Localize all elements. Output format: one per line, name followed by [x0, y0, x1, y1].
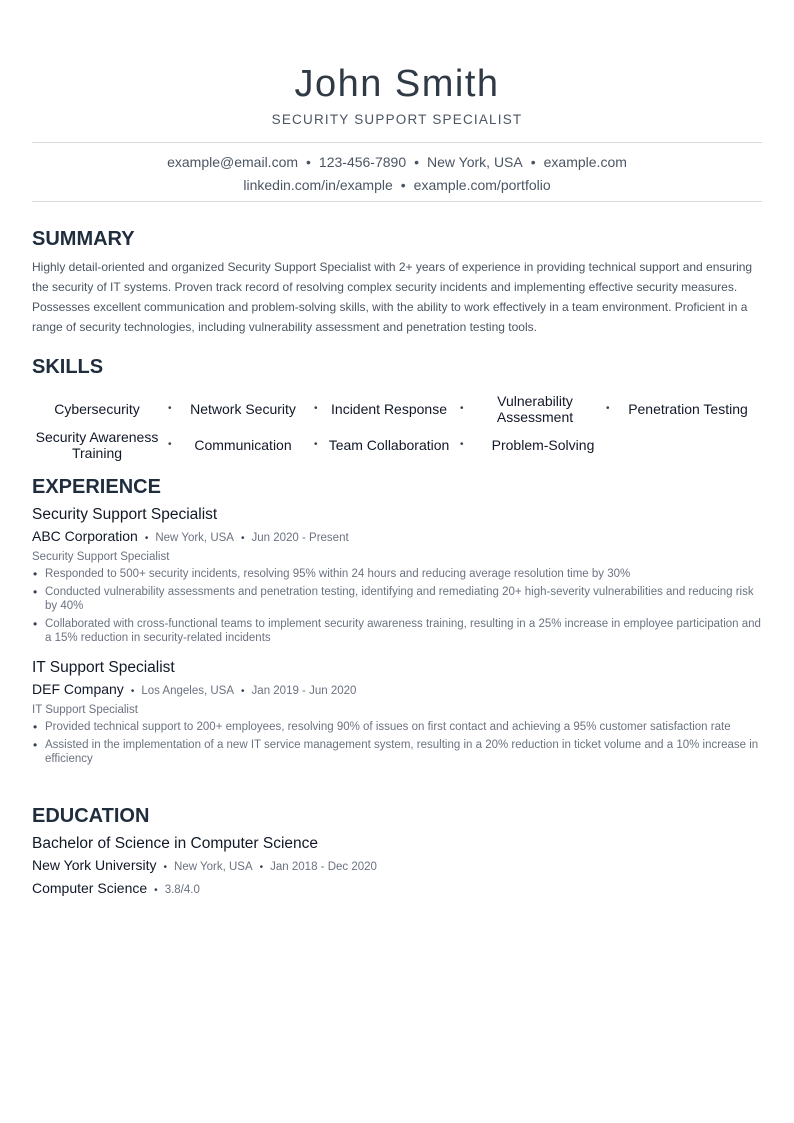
job-entry [32, 658, 762, 766]
contact-separator: • [306, 154, 311, 170]
contact-email[interactable]: example@email.com [167, 154, 299, 170]
meta-separator: • [259, 862, 264, 873]
header-divider-top [32, 142, 762, 143]
skills-grid [32, 387, 762, 459]
skill-separator: • [168, 439, 172, 450]
job-bullet: • Responded to 500+ security incidents, resolving 95% within 24 hours and reducing average resolution time by 30% [32, 567, 762, 581]
job-role: Security Support Specialist [32, 551, 170, 563]
job-company: DEF Company [32, 681, 124, 697]
skill-separator: • [606, 403, 610, 414]
resume-header [32, 60, 762, 127]
job-role: IT Support Specialist [32, 704, 138, 716]
summary-heading: SUMMARY [32, 228, 135, 250]
education-location: New York, USA [174, 861, 253, 873]
skill-item: Network Security [190, 401, 296, 417]
contact-location: New York, USA [427, 154, 523, 170]
skills-heading: SKILLS [32, 356, 104, 378]
contact-separator: • [400, 177, 406, 193]
experience-heading: EXPERIENCE [32, 476, 161, 498]
skill-item: Vulnerability Assessment [496, 393, 574, 425]
skill-item: Team Collaboration [328, 437, 450, 453]
education-gpa: 3.8/4.0 [164, 884, 200, 896]
contact-linkedin[interactable]: linkedin.com/in/example [243, 177, 393, 193]
experience-section [32, 475, 762, 770]
job-company: ABC Corporation [32, 528, 138, 544]
contact-line-1 [32, 151, 762, 174]
job-bullet: • Provided technical support to 200+ employees, resolving 90% of issues on first contact and achieving a 95% customer satisfaction rate [32, 720, 762, 734]
job-dates: Jan 2019 - Jun 2020 [251, 685, 357, 697]
education-degree: Bachelor of Science in Computer Science [32, 835, 319, 852]
education-heading: EDUCATION [32, 805, 150, 827]
meta-separator: • [240, 533, 245, 544]
contact-info [32, 151, 762, 197]
header-divider-bottom [32, 201, 762, 202]
contact-separator: • [414, 154, 420, 170]
skill-item: Incident Response [331, 401, 447, 417]
job-bullet: • Collaborated with cross-functional teams to implement security awareness training, resulting in a 25% increase in employee participation and a 15% reduction in security-related incidents [32, 617, 762, 645]
candidate-title: SECURITY SUPPORT SPECIALIST [271, 112, 523, 127]
skill-separator: • [168, 403, 172, 414]
skill-item: Cybersecurity [54, 401, 140, 417]
education-meta [32, 856, 762, 877]
skill-item: Security Awareness Training [35, 429, 159, 461]
skill-separator: • [314, 403, 318, 414]
meta-separator: • [241, 686, 245, 697]
education-field: Computer Science [32, 880, 148, 896]
job-bullet: • Conducted vulnerability assessments and penetration testing, identifying and remediating 20+ high-severity vulnerabilities and reducing risk by 40% [32, 585, 762, 613]
job-title: IT Support Specialist [32, 659, 175, 676]
skills-section [32, 355, 762, 459]
job-entry [32, 505, 762, 645]
job-meta [32, 527, 762, 548]
skill-separator: • [460, 403, 464, 414]
meta-separator: • [163, 862, 168, 873]
summary-text: Highly detail-oriented and organized Security Support Specialist with 2+ years of experience in providing technical support and ensuring the security of IT systems. Proven track record of resolving complex security incidents and implementing effective security measures. Possesses excellent communication and problem-solving skills, with the ability to work effectively in a team environment. Proficient in a range of security technologies, including vulnerability assessment and penetration testing tools. [32, 260, 753, 334]
job-title: Security Support Specialist [32, 506, 218, 523]
job-location: New York, USA [155, 532, 234, 544]
skill-item: Penetration Testing [628, 401, 748, 417]
skill-separator: • [314, 439, 318, 450]
education-field-line [32, 879, 762, 900]
job-meta [32, 680, 762, 701]
contact-phone[interactable]: 123-456-7890 [318, 154, 407, 170]
meta-separator: • [154, 885, 158, 896]
job-bullet: • Assisted in the implementation of a new IT service management system, resulting in a 20% reduction in ticket volume and a 10% increase in efficiency [32, 738, 762, 766]
job-bullets [32, 567, 762, 645]
contact-separator: • [530, 154, 536, 170]
education-section [32, 804, 762, 900]
skill-item: Problem-Solving [491, 437, 595, 453]
skill-item: Communication [194, 437, 292, 453]
contact-portfolio[interactable]: example.com/portfolio [413, 177, 551, 193]
contact-website[interactable]: example.com [543, 154, 627, 170]
meta-separator: • [130, 686, 135, 697]
skill-separator: • [460, 439, 464, 450]
job-location: Los Angeles, USA [141, 685, 235, 697]
contact-line-2 [32, 174, 762, 197]
job-bullets [32, 720, 762, 766]
meta-separator: • [144, 533, 149, 544]
summary-section [32, 227, 762, 337]
education-dates: Jan 2018 - Dec 2020 [270, 861, 377, 873]
job-dates: Jun 2020 - Present [251, 532, 349, 544]
education-school: New York University [32, 857, 157, 873]
candidate-name: John Smith [294, 63, 500, 105]
